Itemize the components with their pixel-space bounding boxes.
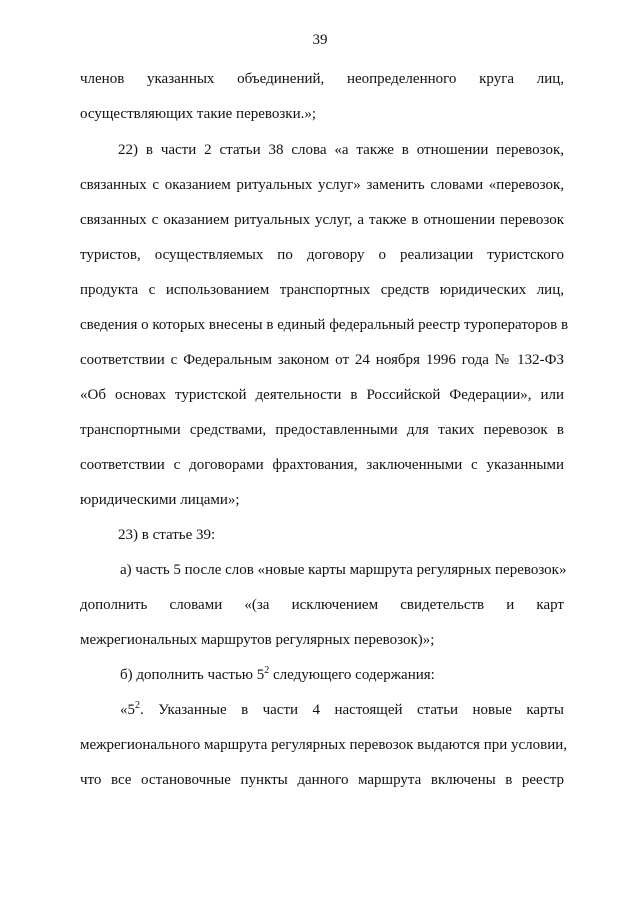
text-line: связанных с оказанием ритуальных услуг, а также в отношении перевозок — [80, 212, 564, 228]
line-q-before: «5 — [120, 702, 135, 718]
text-line: что все остановочные пункты данного маршрута включены в реестр — [80, 772, 564, 788]
text-line: транспортными средствами, предоставленными для таких перевозок в — [80, 422, 564, 438]
text-line: межрегиональных маршрутов регулярных перевозок)»; — [80, 632, 435, 648]
text-line: сведения о которых внесены в единый федеральный реестр туроператоров в — [80, 317, 569, 333]
superscript: 2 — [135, 700, 140, 711]
text-line: соответствии с договорами фрахтования, заключенными с указанными — [80, 457, 564, 473]
text-line: межрегионального маршрута регулярных перевозок выдаются при условии, — [80, 737, 568, 753]
text-line-quote — [120, 701, 564, 719]
text-line: туристов, осуществляемых по договору о реализации туристского — [80, 247, 564, 263]
text-line: связанных с оказанием ритуальных услуг» заменить словами «перевозок, — [80, 177, 564, 193]
text-line: членов указанных объединений, неопределенного круга лиц, — [80, 71, 564, 87]
text-line: 22) в части 2 статьи 38 слова «а также в отношении перевозок, — [118, 142, 564, 158]
text-line: 23) в статье 39: — [118, 527, 216, 543]
text-line: осуществляющих такие перевозки.»; — [80, 106, 317, 122]
text-line: а) часть 5 после слов «новые карты маршрута регулярных перевозок» — [120, 562, 567, 578]
text-line: юридическими лицами»; — [80, 492, 240, 508]
superscript: 2 — [264, 665, 270, 676]
text-line: продукта с использованием транспортных средств юридических лиц, — [80, 282, 564, 298]
page-number: 39 — [312, 32, 328, 48]
line-b-before: б) дополнить частью 5 — [120, 667, 265, 683]
line-b-after: следующего содержания: — [269, 667, 435, 683]
text-line: соответствии с Федеральным законом от 24 ноября 1996 года № 132-ФЗ — [80, 352, 564, 368]
text-line: «Об основах туристской деятельности в Российской Федерации», или — [80, 387, 564, 403]
text-line: дополнить словами «(за исключением свидетельств и карт — [80, 597, 564, 613]
line-q-after: . Указанные в части 4 настоящей статьи новые карты — [140, 702, 564, 718]
text-line-b — [120, 666, 564, 684]
